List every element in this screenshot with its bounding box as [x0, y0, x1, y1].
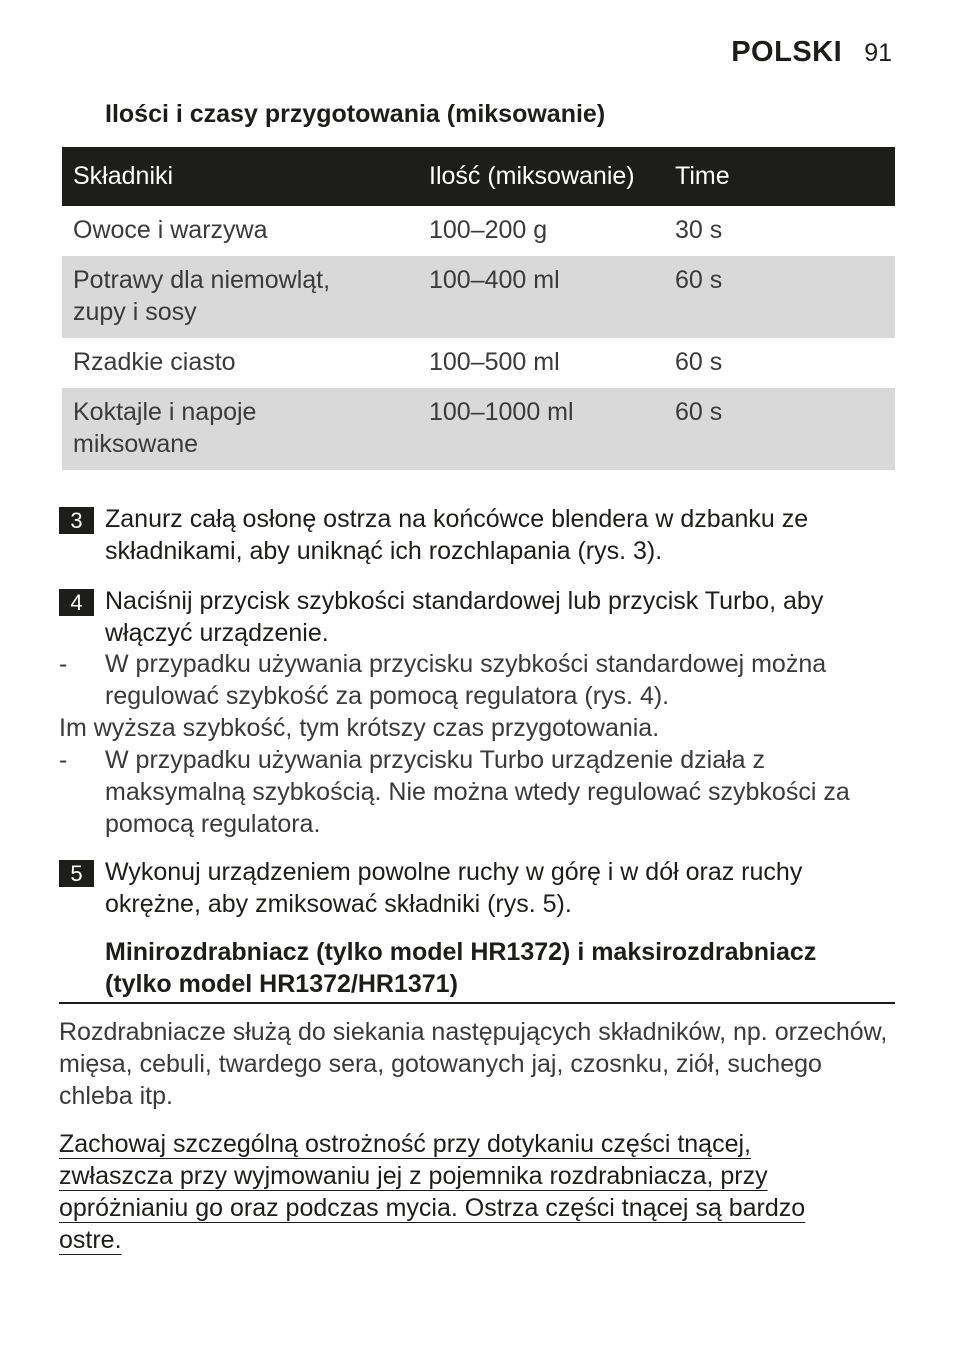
page-header: [731, 36, 892, 72]
bullet-dash: -: [59, 650, 68, 678]
table-cell: 100–1000 ml: [418, 388, 664, 470]
step-3: [59, 503, 895, 567]
table-row: [62, 388, 895, 470]
safety-warning: [59, 1128, 849, 1256]
column-header-quantity: Ilość (miksowanie): [418, 147, 664, 206]
speed-note: Im wyższa szybkość, tym krótszy czas przygotowania.: [59, 714, 660, 742]
bullet-turbo: [59, 744, 895, 840]
table-cell: Koktajle i napoje miksowane: [62, 388, 418, 470]
table-cell: 30 s: [675, 216, 723, 244]
section-title: Ilości i czasy przygotowania (miksowanie): [105, 100, 606, 128]
table-cell: Owoce i warzywa: [73, 216, 268, 244]
step-text: Wykonuj urządzeniem powolne ruchy w górę i w dół oraz ruchy okrężne, aby zmiksować składniki (rys. 5).: [105, 858, 803, 918]
warning-text: Zachowaj szczególną ostrożność przy dotykaniu części tnącej, zwłaszcza przy wyjmowaniu jej z pojemnika rozdrabniacza, przy opróżnianiu go oraz podczas mycia. Ostrza części tnącej są bardzo ostre.: [59, 1130, 806, 1254]
column-header-time: Time: [664, 147, 895, 206]
table-row: [62, 256, 895, 338]
table-cell: 100–200 g: [429, 216, 548, 244]
step-4: [59, 585, 895, 649]
table-cell: 60 s: [675, 348, 723, 376]
page-number: 91: [864, 39, 892, 67]
table-cell: 100–400 ml: [418, 256, 664, 338]
step-number-badge: 3: [59, 507, 94, 534]
table-cell: 100–500 ml: [429, 348, 560, 376]
table-cell: Rzadkie ciasto: [73, 348, 236, 376]
table-cell: 60 s: [664, 256, 895, 338]
language-label: POLSKI: [731, 36, 843, 68]
table-row: [62, 338, 895, 388]
chopper-paragraph: Rozdrabniacze służą do siekania następujących składników, np. orzechów, mięsa, cebuli, twardego sera, gotowanych jaj, czosnku, ziół, suchego chleba itp.: [59, 1018, 888, 1110]
bullet-standard-speed: [59, 648, 895, 712]
step-5: [59, 856, 895, 920]
section-divider: [59, 1002, 895, 1004]
table-header-row: [62, 147, 895, 206]
table-cell: Potrawy dla niemowląt, zupy i sosy: [62, 256, 418, 338]
bullet-dash: -: [59, 746, 68, 774]
step-number-badge: 5: [59, 860, 94, 887]
chopper-subheading: Minirozdrabniacz (tylko model HR1372) i maksirozdrabniacz (tylko model HR1372/HR1371): [105, 938, 817, 998]
table-row: [62, 206, 895, 256]
bullet-text: W przypadku używania przycisku szybkości standardowej można regulować szybkość za pomocą regulatora (rys. 4).: [105, 650, 827, 710]
step-text: Zanurz całą osłonę ostrza na końcówce blendera w dzbanku ze składnikami, aby uniknąć ich rozchlapania (rys. 3).: [105, 505, 809, 565]
quantities-table: [62, 147, 895, 470]
table-cell: 60 s: [664, 388, 895, 470]
column-header-ingredients: Składniki: [62, 147, 418, 206]
bullet-text: W przypadku używania przycisku Turbo urządzenie działa z maksymalną szybkością. Nie można wtedy regulować szybkości za pomocą regulatora.: [105, 746, 850, 838]
step-text: Naciśnij przycisk szybkości standardowej lub przycisk Turbo, aby włączyć urządzenie.: [105, 587, 824, 647]
step-number-badge: 4: [59, 589, 94, 616]
